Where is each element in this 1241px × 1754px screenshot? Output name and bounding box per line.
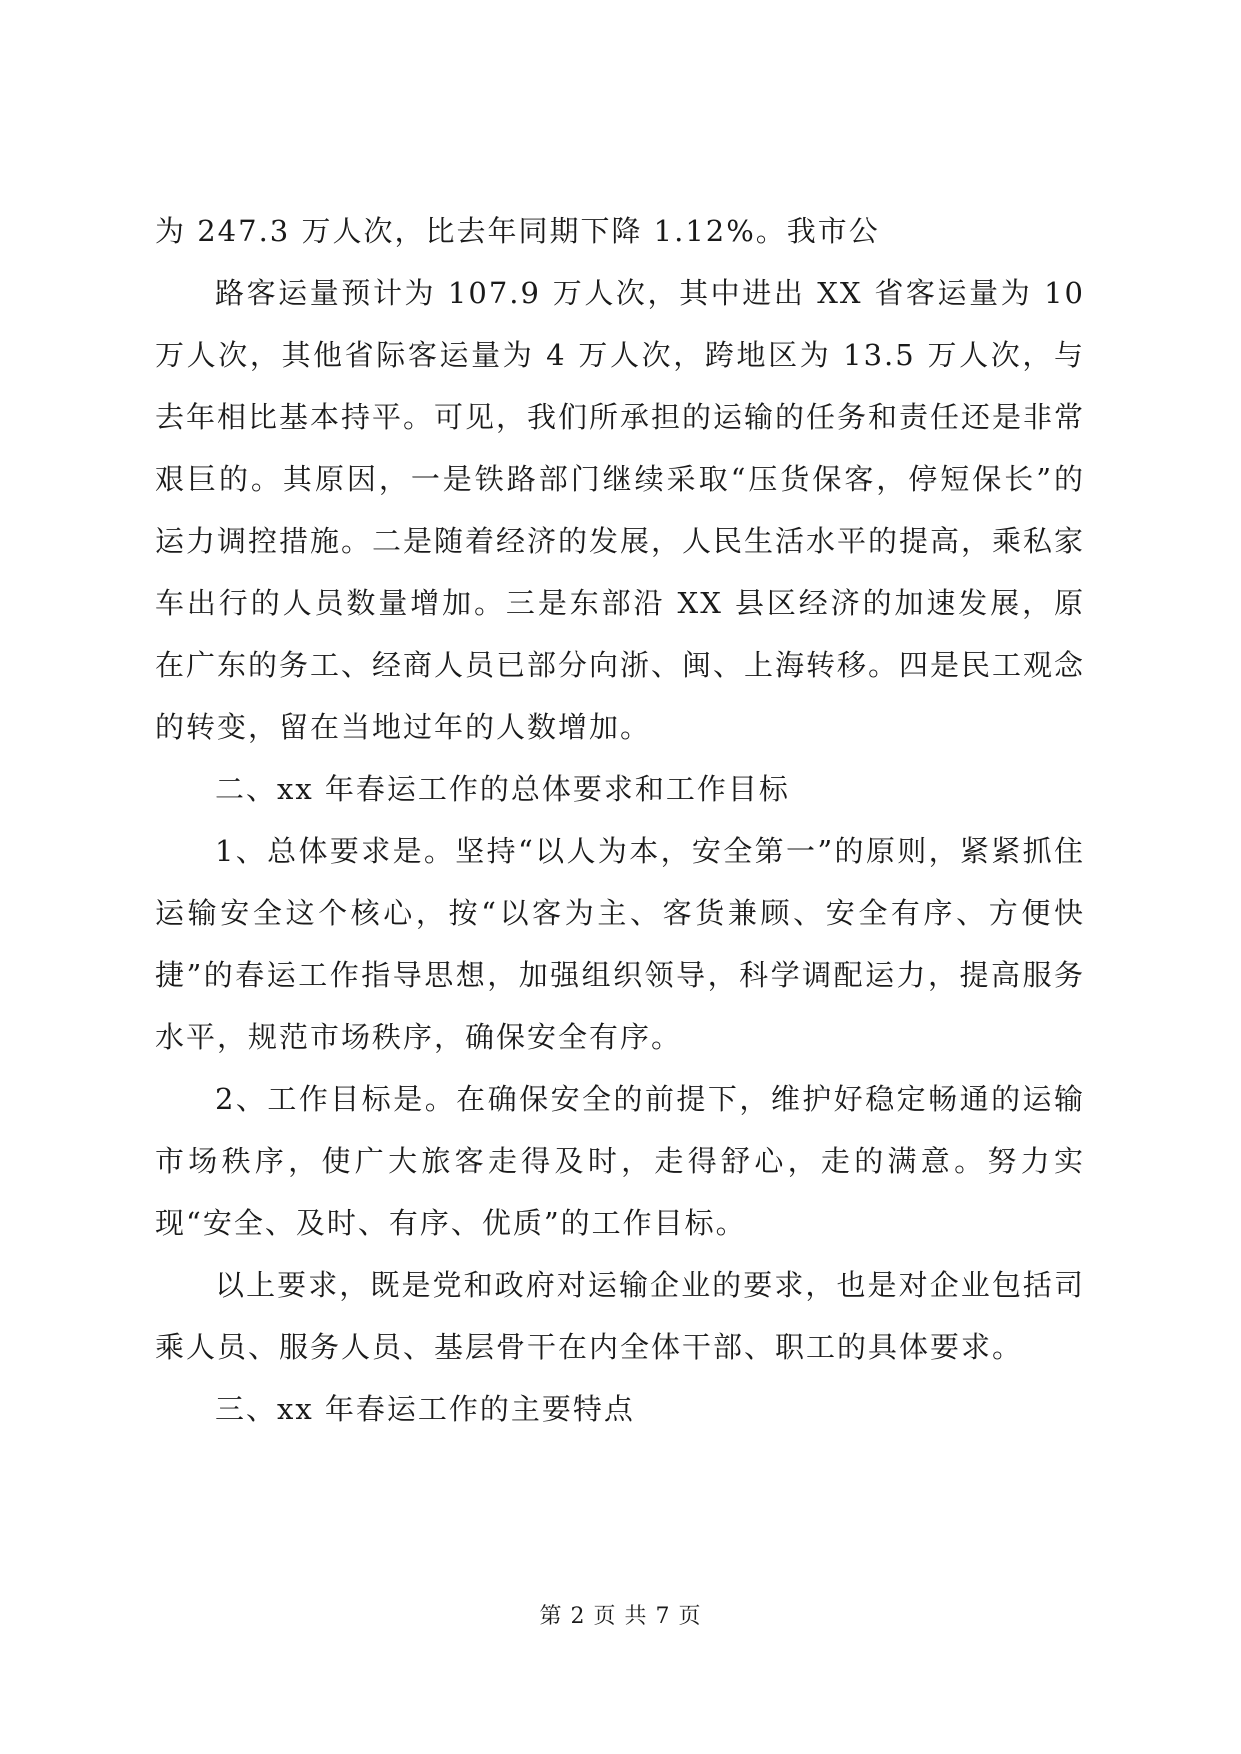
document-body bbox=[155, 200, 1085, 1440]
section-heading-3: 三、xx 年春运工作的主要特点 bbox=[215, 1392, 635, 1426]
page-footer: 第 2 页 共 7 页 bbox=[539, 1604, 702, 1629]
paragraph-continuation: 为 247.3 万人次，比去年同期下降 1.12%。我市公 bbox=[155, 214, 880, 248]
paragraph-requirements-summary: 以上要求，既是党和政府对运输企业的要求，也是对企业包括司乘人员、服务人员、基层骨干在内全体干部、职工的具体要求。 bbox=[155, 1268, 1085, 1364]
paragraph-passenger-volume: 路客运量预计为 107.9 万人次，其中进出 XX 省客运量为 10 万人次，其他省际客运量为 4 万人次，跨地区为 13.5 万人次，与去年相比基本持平。可见，我们所承担的运输的任务和责任还是非常艰巨的。其原因，一是铁路部门继续采取“压货保客，停短保长”的运力调控措施。二是随着经济的发展，人民生活水平的提高，乘私家车出行的人员数量增加。三是东部沿 XX 县区经济的加速发展，原在广东的务工、经商人员已部分向浙、闽、上海转移。四是民工观念的转变，留在当地过年的人数增加。 bbox=[155, 276, 1086, 744]
paragraph-work-goals: 2、工作目标是。在确保安全的前提下，维护好稳定畅通的运输市场秩序，使广大旅客走得及时，走得舒心，走的满意。努力实现“安全、及时、有序、优质”的工作目标。 bbox=[155, 1082, 1085, 1240]
paragraph-overall-requirements: 1、总体要求是。坚持“以人为本，安全第一”的原则，紧紧抓住运输安全这个核心，按“以客为主、客货兼顾、安全有序、方便快捷”的春运工作指导思想，加强组织领导，科学调配运力，提高服务水平，规范市场秩序，确保安全有序。 bbox=[155, 834, 1085, 1054]
section-heading-2: 二、xx 年春运工作的总体要求和工作目标 bbox=[215, 772, 790, 806]
